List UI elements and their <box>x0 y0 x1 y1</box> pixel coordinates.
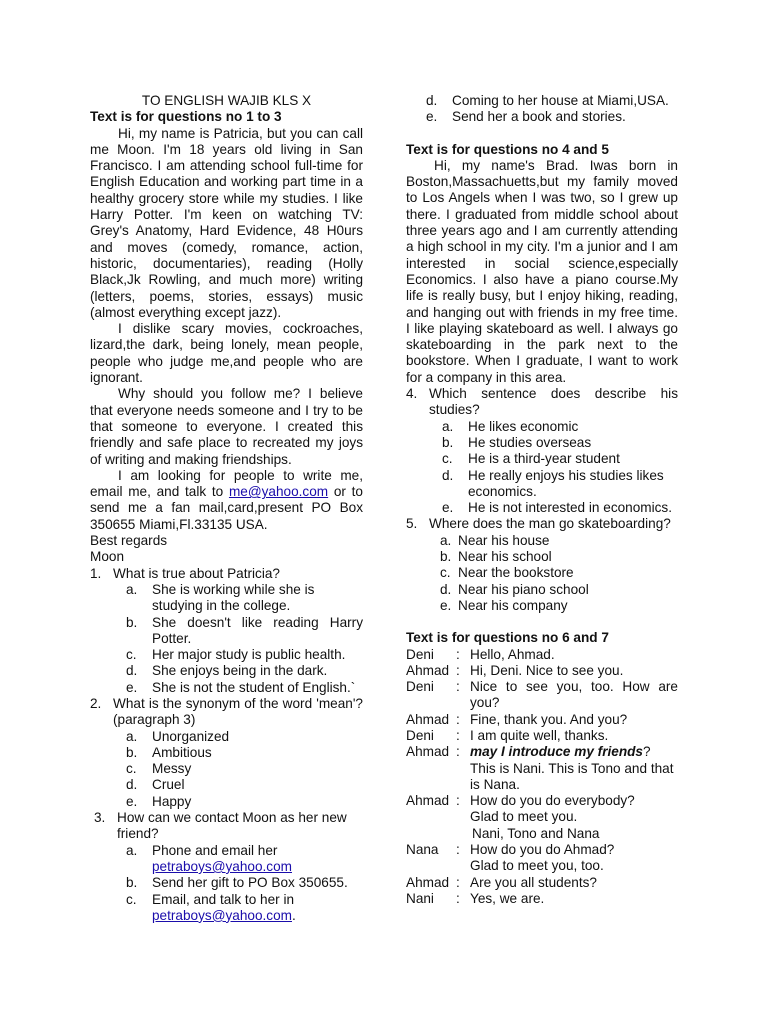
option-letter: c. <box>126 891 137 907</box>
line-text: I am quite well, thanks. <box>470 727 609 743</box>
dialogue-line <box>406 647 678 663</box>
text1-heading: Text is for questions no 1 to 3 <box>90 109 282 125</box>
option-letter: e. <box>442 500 454 516</box>
text1-paragraph-1: Hi, my name is Patricia, but you can call me Moon. I'm 18 years old living in San Francisco. I am attending school full-time for English Education and working part time in a healthy grocery store while my studies. I like Harry Potter. I'm keen on watching TV: Grey's Anatomy, Hard Evidence, 48 H0urs and moves (comedy, romance, action, historic, documentaries), reading (Holly Black,Jk Rowling, and much more) writing (letters, poems, stories, essays) music (almost everything except jazz). <box>90 125 363 320</box>
option-letter: d. <box>442 467 454 483</box>
text2-paragraph: Hi, my name's Brad. Iwas born in Boston,Massachuetts,but my family moved to Los Angels when I was two, so I grew up there. I graduated from middle school about three years ago and I am currently attending a high school in my city. I'm a junior and I am interested in social science,especially Economics. I also have a piano course.My life is really busy, but I enjoy hiking, reading, and hanging out with friends in my free time. I like playing skateboard as well. I always go skateboarding in the park next to the bookstore. When I graduate, I want to work for a company in this area. <box>406 157 678 385</box>
colon: : <box>456 874 460 890</box>
left-column <box>90 93 363 924</box>
colon: : <box>456 711 460 727</box>
option-text: Unorganized <box>152 728 230 744</box>
dialogue-line <box>406 793 678 842</box>
bold-italic-phrase: may I introduce my friends <box>470 744 643 760</box>
p4-text-before: I am looking for people to write me, email me, and talk to <box>90 467 363 500</box>
option-letter: c. <box>126 647 137 663</box>
q4-option <box>406 435 678 451</box>
q2-option <box>90 729 363 745</box>
option-letter: b. <box>440 549 452 565</box>
speaker: Ahmad <box>406 793 450 809</box>
q5-option <box>406 565 678 581</box>
line-part: Glad to meet you. <box>470 809 578 825</box>
colon: : <box>456 744 460 760</box>
q3-option-b <box>90 875 363 891</box>
q1-option <box>90 647 363 663</box>
option-letter: b. <box>126 875 138 891</box>
question-2 <box>90 696 363 729</box>
q2-option <box>90 745 363 761</box>
q3-number: 3. <box>94 810 106 826</box>
colon: : <box>456 662 460 678</box>
q3-option-e <box>406 109 678 125</box>
dialogue-line <box>406 842 678 875</box>
colon: : <box>456 646 460 662</box>
q5-text: Where does the man go skateboarding? <box>429 516 671 532</box>
q1-option <box>90 582 363 615</box>
option-text: Near his school <box>458 549 552 565</box>
question-5 <box>406 516 678 532</box>
closing: Best regards <box>90 533 168 549</box>
option-letter: c. <box>440 565 451 581</box>
option-a-email-link[interactable]: petraboys@yahoo.com <box>152 858 292 874</box>
option-text: She is not the student of English.` <box>152 679 356 695</box>
q1-number: 1. <box>90 565 102 581</box>
option-c-end: . <box>292 907 296 923</box>
option-text: She is working while she is studying in the college. <box>152 581 315 614</box>
page-title: TO ENGLISH WAJIB KLS X <box>141 93 312 108</box>
right-column <box>406 93 678 907</box>
colon: : <box>456 842 460 858</box>
colon: : <box>456 793 460 809</box>
q1-option <box>90 615 363 648</box>
question-1 <box>90 566 363 582</box>
line-text: Hi, Deni. Nice to see you. <box>470 662 624 678</box>
option-c-email-link[interactable]: petraboys@yahoo.com <box>152 907 292 923</box>
text1-paragraph-4 <box>90 468 363 533</box>
q2-option <box>90 761 363 777</box>
option-letter: a. <box>126 842 138 858</box>
q2-number: 2. <box>90 695 102 711</box>
option-text: Cruel <box>152 777 185 793</box>
colon: : <box>456 727 460 743</box>
option-text: Near his piano school <box>458 581 589 597</box>
option-text: Near his company <box>458 597 568 613</box>
q5-option <box>406 533 678 549</box>
option-text: She enjoys being in the dark. <box>152 663 328 679</box>
text1-paragraph-2: I dislike scary movies, cockroaches, lizard,the dark, being lonely, mean people, people who judge me,and people who are ignorant. <box>90 321 363 386</box>
speaker: Nana <box>406 842 439 858</box>
spacer <box>406 126 678 142</box>
q3-text: How can we contact Moon as her new friend? <box>117 810 347 842</box>
option-letter: e. <box>426 109 438 125</box>
question-3 <box>90 810 363 843</box>
option-letter: c. <box>442 451 453 467</box>
q2-option <box>90 794 363 810</box>
dialogue-line <box>406 679 678 712</box>
line-text: Nice to see you, too. How are you? <box>470 679 678 711</box>
line-continuation: This is Nani. This is Tono and that is Nana. <box>470 760 674 792</box>
text2-heading: Text is for questions no 4 and 5 <box>406 141 609 157</box>
speaker: Ahmad <box>406 874 450 890</box>
option-letter: d. <box>126 663 138 679</box>
option-text: He studies overseas <box>468 434 592 450</box>
q4-option <box>406 419 678 435</box>
colon: : <box>456 679 460 695</box>
option-letter: d. <box>126 777 138 793</box>
line-part: Glad to meet you, too. <box>470 858 604 874</box>
q2-text: What is the synonym of the word 'mean'?(paragraph 3) <box>113 695 363 728</box>
option-text: He really enjoys his studies likes economics. <box>468 467 664 499</box>
option-text: He is a third-year student <box>468 451 620 467</box>
q4-number: 4. <box>406 386 418 402</box>
option-a-text: Phone and email her <box>152 842 278 858</box>
option-text: Coming to her house at Miami,USA. <box>452 93 669 108</box>
option-letter: b. <box>442 434 454 450</box>
option-text: Near his house <box>458 532 550 548</box>
option-text: Happy <box>152 793 192 809</box>
option-letter: a. <box>440 532 452 548</box>
q4-text: Which sentence does describe his studies? <box>429 386 678 418</box>
text1-paragraph-3: Why should you follow me? I believe that everyone needs someone and I try to be that someone to everyone. I created this friendly and safe place to recreated my joys of writing and making friendships. <box>90 386 363 467</box>
option-letter: c. <box>126 761 137 777</box>
q2-option <box>90 777 363 793</box>
option-text: Send her gift to PO Box 350655. <box>152 875 348 891</box>
option-text: Near the bookstore <box>458 565 574 581</box>
dialogue-line <box>406 744 678 793</box>
option-letter: b. <box>126 614 138 630</box>
option-c-text: Email, and talk to her in <box>152 891 295 907</box>
q5-number: 5. <box>406 516 418 532</box>
question-4 <box>406 386 678 419</box>
option-letter: d. <box>440 581 452 597</box>
option-letter: b. <box>126 744 138 760</box>
email-link[interactable]: me@yahoo.com <box>228 484 329 500</box>
q3-option-d <box>406 93 678 109</box>
signature: Moon <box>90 549 125 565</box>
option-text <box>152 843 363 876</box>
dialogue-line <box>406 875 678 891</box>
q1-option <box>90 680 363 696</box>
line-text: Are you all students? <box>470 874 597 890</box>
speaker: Deni <box>406 679 434 695</box>
q1-option <box>90 663 363 679</box>
text3-heading: Text is for questions no 6 and 7 <box>406 630 609 646</box>
dialogue-line <box>406 663 678 679</box>
q4-option <box>406 500 678 516</box>
option-text: She doesn't like reading Harry Potter. <box>152 614 363 646</box>
q4-option <box>406 468 678 501</box>
option-letter: e. <box>126 793 138 809</box>
option-text: Her major study is public health. <box>152 647 346 663</box>
dialogue-line <box>406 728 678 744</box>
line-text <box>470 744 678 793</box>
q4-option <box>406 451 678 467</box>
colon: : <box>456 890 460 906</box>
q3-option-c <box>90 892 363 925</box>
speaker: Ahmad <box>406 744 450 760</box>
line-part: Nani, Tono and Nana <box>472 825 600 841</box>
line-text <box>470 842 678 875</box>
option-letter: e. <box>126 679 138 695</box>
option-text: Messy <box>152 761 192 777</box>
option-text: Send her a book and stories. <box>452 109 626 125</box>
option-letter: a. <box>126 728 138 744</box>
speaker: Ahmad <box>406 711 450 727</box>
q1-text: What is true about Patricia? <box>113 565 280 581</box>
speaker: Nani <box>406 890 434 906</box>
spacer <box>406 614 678 630</box>
q3-option-a <box>90 843 363 876</box>
line-text <box>470 793 678 842</box>
dialogue-line <box>406 891 678 907</box>
q5-option <box>406 582 678 598</box>
option-letter: a. <box>442 418 454 434</box>
option-text <box>152 892 363 925</box>
line-text: Hello, Ahmad. <box>470 646 555 662</box>
speaker: Deni <box>406 646 434 662</box>
option-letter: a. <box>126 581 138 597</box>
dialogue-line <box>406 712 678 728</box>
line-text: Fine, thank you. And you? <box>470 711 628 727</box>
option-text: He is not interested in economics. <box>468 500 673 516</box>
option-text: He likes economic <box>468 418 579 434</box>
option-letter: e. <box>440 597 452 613</box>
line-part: How do you do Ahmad? <box>470 842 615 858</box>
q5-option <box>406 549 678 565</box>
option-text: Ambitious <box>152 744 212 760</box>
question-mark: ? <box>643 744 651 760</box>
q5-option <box>406 598 678 614</box>
speaker: Ahmad <box>406 662 450 678</box>
p4-text-after: or to send me a fan mail,card,present PO Box 350655 Miami,Fl.33135 USA. <box>90 484 363 532</box>
line-part: How do you do everybody? <box>470 793 635 809</box>
line-text: Yes, we are. <box>470 890 545 906</box>
speaker: Deni <box>406 727 434 743</box>
option-letter: d. <box>426 93 438 108</box>
